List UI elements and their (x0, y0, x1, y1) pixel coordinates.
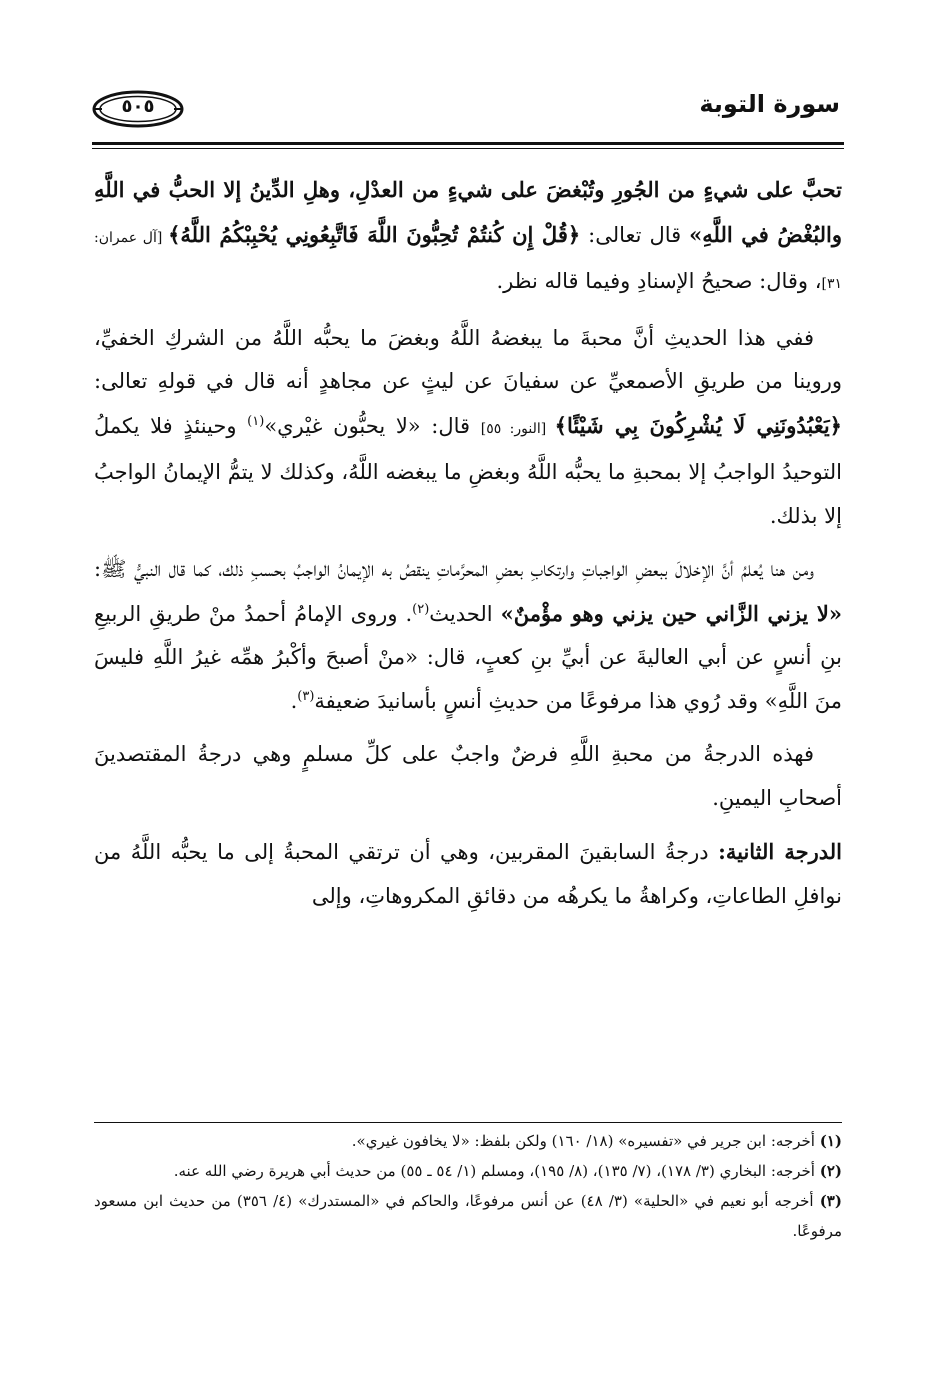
footnote-number: (١) (819, 1132, 842, 1150)
footnote-number: (٣) (819, 1192, 842, 1210)
quran-verse: ﴿قُلْ إِن كُنتُمْ تُحِبُّونَ اللَّهَ فَاتَّبِعُونِي يُحْبِبْكُمُ اللَّهُ﴾ (168, 221, 581, 247)
quran-verse: ﴿يَعْبُدُونَنِي لَا يُشْرِكُونَ بِي شَيْئًا﴾ (554, 412, 842, 438)
footnote-number: (٢) (819, 1162, 842, 1180)
footnote-divider (94, 1122, 842, 1123)
text-run: فهذه الدرجةُ من محبةِ اللَّهِ فرضٌ واجبٌ على كلِّ مسلمٍ وهي درجةُ المقتصدينَ أصحابِ اليمينِ. (94, 742, 842, 810)
text-run: الحديث (429, 601, 501, 626)
text-run: . (290, 688, 298, 713)
text-run: قال: «لا يحبُّون غيْري» (264, 413, 481, 438)
paragraph-3 (94, 548, 842, 723)
footnote-text: أخرجه: البخاري (٣/ ١٧٨)، (٧/ ١٣٥)، (٨/ ١٩٥)، ومسلم (١/ ٥٤ ـ ٥٥) من حديث أبي هريرة رضي الله عنه. (173, 1162, 820, 1180)
text-run: وحينئذٍ فلا يكملُ التوحيدُ الواجبُ إلا بمحبةِ ما يحبُّه اللَّهُ وبغضِ ما يبغضه اللَّهُ، وكذلك لا يتمُّ الإيمانُ الواجبُ إلا بذلك. (94, 413, 842, 528)
footnote-item (94, 1186, 842, 1246)
verse-reference: [آل عمران: ٣١] (94, 229, 842, 292)
paragraph-5 (94, 830, 842, 918)
verse-reference: [النور: ٥٥] (480, 420, 555, 437)
section-label: الدرجة الثانية: (718, 839, 843, 864)
page-number-badge (92, 90, 184, 128)
footnote-marker[interactable]: (١) (247, 413, 265, 429)
paragraph-1 (94, 168, 842, 307)
text-run: قال تعالى: (580, 222, 690, 247)
hadith-quote: «لا يزني الزَّاني حين يزني وهو مؤْمنٌ» (500, 600, 842, 626)
page-header (92, 88, 844, 140)
footnote-text: أخرجه: ابن جرير في «تفسيره» (١٨/ ١٦٠) ولكن بلفظ: «لا يخافون غيري». (351, 1132, 820, 1150)
header-divider-thin (92, 148, 844, 149)
footnote-item (94, 1126, 842, 1156)
footnotes (94, 1126, 842, 1246)
paragraph-2 (94, 317, 842, 539)
header-divider-thick (92, 142, 844, 145)
quote-text: تحبَّ على شيءٍ من الجُورِ وتُبْغضَ على شيءٍ من العدْلِ، وهلِ الدِّينُ إلا الحبُّ في اللَّهِ والبُغْضُ في اللَّهِ» (94, 177, 842, 247)
text-run: ومن هنا يُعلمُ أنَّ الإخلالَ ببعضِ الواجباتِ وارتكابِ بعضِ المحرَّماتِ ينقصُ به الإيمانُ الواجبُ بحسبِ ذلك، كما قال النبيُّ ﷺ: (94, 557, 814, 581)
text-run: ففي هذا الحديثِ أنَّ محبةَ ما يبغضهُ اللَّهُ وبغضَ ما يحبُّه اللَّهُ من الشركِ الخفيِّ، وروينا من طريقِ الأصمعيِّ عن سفيانَ عن ليثٍ عن مجاهدٍ أنه قال في قولهِ تعالى: (94, 325, 842, 393)
paragraph-4 (94, 733, 842, 820)
page-number: ٥٠٥ (121, 96, 155, 117)
footnote-item (94, 1156, 842, 1186)
footnote-text: أخرجه أبو نعيم في «الحلية» (٣/ ٤٨) عن أنس مرفوعًا، والحاكم في «المستدرك» (٤/ ٣٥٦) من حديث ابن مسعود مرفوعًا. (94, 1192, 842, 1240)
surah-title: سورة التوبة (699, 90, 840, 118)
footnote-marker[interactable]: (٣) (297, 688, 315, 704)
text-run: . وروى الإمامُ أحمدُ منْ طريقِ الربيعِ بنِ أنسٍ عن أبي العاليةَ عن أبيِّ بنِ كعبٍ، قال: «منْ أصبحَ وأكْبرُ همِّه غيرُ اللَّهِ فليسَ منَ اللَّهِ» وقد رُوي هذا مرفوعًا من حديثِ أنسٍ بأسانيدَ ضعيفة (94, 601, 842, 713)
main-text (94, 168, 842, 918)
text-run: ، وقال: صحيحُ الإسنادِ وفيما قاله نظر. (496, 269, 822, 293)
footnote-marker[interactable]: (٢) (412, 601, 430, 617)
text-run: درجةُ السابقينَ المقربين، وهي أن ترتقي المحبةُ إلى ما يحبُّه اللَّهُ من نوافلِ الطاعاتِ، وكراهةُ ما يكرهُه من دقائقِ المكروهاتِ، وإلى (94, 840, 842, 908)
